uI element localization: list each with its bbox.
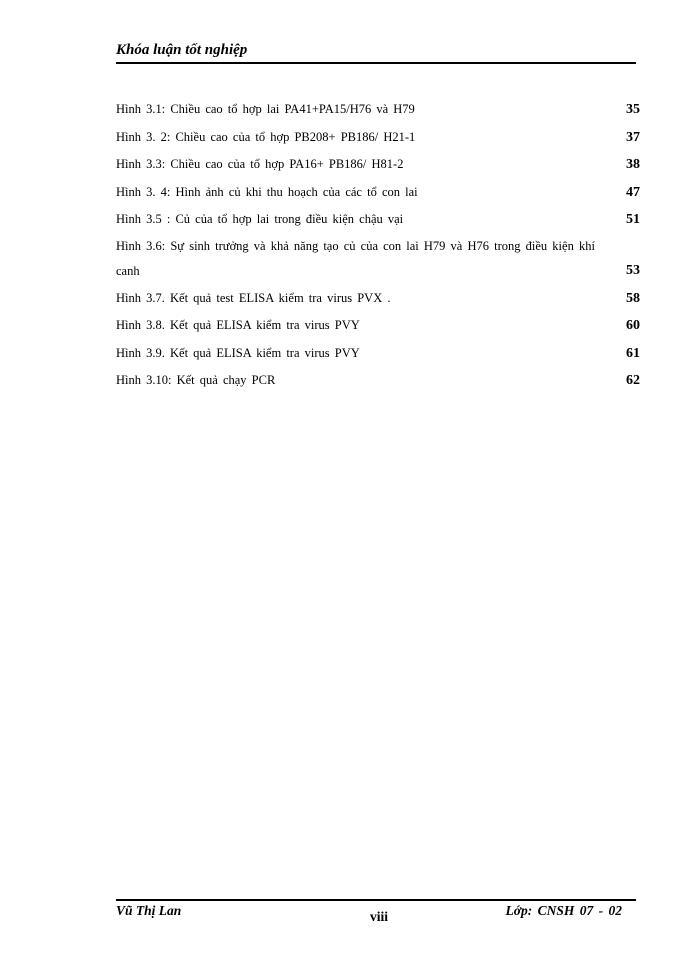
figure-entry-text: Hình 3.10: Kết quả chạy PCR — [116, 373, 276, 387]
figure-list-item — [116, 179, 640, 207]
figure-list-item — [116, 124, 640, 152]
figure-entry-page: 35 — [626, 102, 640, 117]
figure-list-item — [116, 96, 640, 124]
figure-entry-page: 62 — [626, 373, 640, 388]
figure-entry-text: Hình 3. 2: Chiều cao của tổ hợp PB208+ PB186/ H21-1 — [116, 129, 416, 144]
figure-list-item — [116, 367, 640, 395]
figure-entry-text: Hình 3.7. Kết quả test ELISA kiểm tra virus PVX . — [116, 290, 391, 305]
figure-list-item — [116, 151, 640, 179]
figure-entry-text: Hình 3. 4: Hình ảnh củ khi thu hoạch của các tổ con lai — [116, 184, 418, 199]
footer-class-label: Lớp: CNSH 07 - 02 — [505, 903, 622, 918]
figure-entry-text: Hình 3.9. Kết quả ELISA kiểm tra virus PVY — [116, 345, 360, 360]
figure-list-item — [116, 206, 640, 234]
figure-list-item — [116, 312, 640, 340]
figure-entry-text: Hình 3.6: Sự sinh trưởng và khả năng tạo củ của con lai H79 và H76 trong điều kiện khí canh — [116, 238, 595, 278]
figure-entry-text: Hình 3.3: Chiều cao của tổ hợp PA16+ PB186/ H81-2 — [116, 157, 404, 171]
figure-entry-page: 53 — [626, 263, 640, 278]
figure-entry-page: 47 — [626, 184, 640, 200]
figure-entry-page: 58 — [626, 290, 640, 306]
figure-entry-page: 51 — [626, 212, 640, 227]
footer-author: Vũ Thị Lan — [116, 903, 182, 918]
figure-entry-page: 60 — [626, 318, 640, 333]
figure-entry-text: Hình 3.5 : Củ của tổ hợp lai trong điều kiện chậu vại — [116, 212, 404, 226]
figure-list-item — [116, 285, 640, 313]
figure-entry-text: Hình 3.8. Kết quả ELISA kiểm tra virus PVY — [116, 318, 360, 332]
figure-list — [116, 96, 640, 395]
header-title: Khóa luận tốt nghiệp — [116, 42, 248, 58]
page-header — [116, 40, 636, 64]
figure-entry-text: Hình 3.1: Chiều cao tổ hợp lai PA41+PA15/H76 và H79 — [116, 102, 415, 116]
figure-list-item — [116, 340, 640, 368]
figure-entry-page: 38 — [626, 157, 640, 172]
figure-list-item — [116, 234, 640, 285]
footer-page-number: viii — [370, 909, 389, 924]
figure-entry-page: 37 — [626, 129, 640, 145]
figure-entry-page: 61 — [626, 345, 640, 361]
page-footer — [116, 899, 636, 931]
